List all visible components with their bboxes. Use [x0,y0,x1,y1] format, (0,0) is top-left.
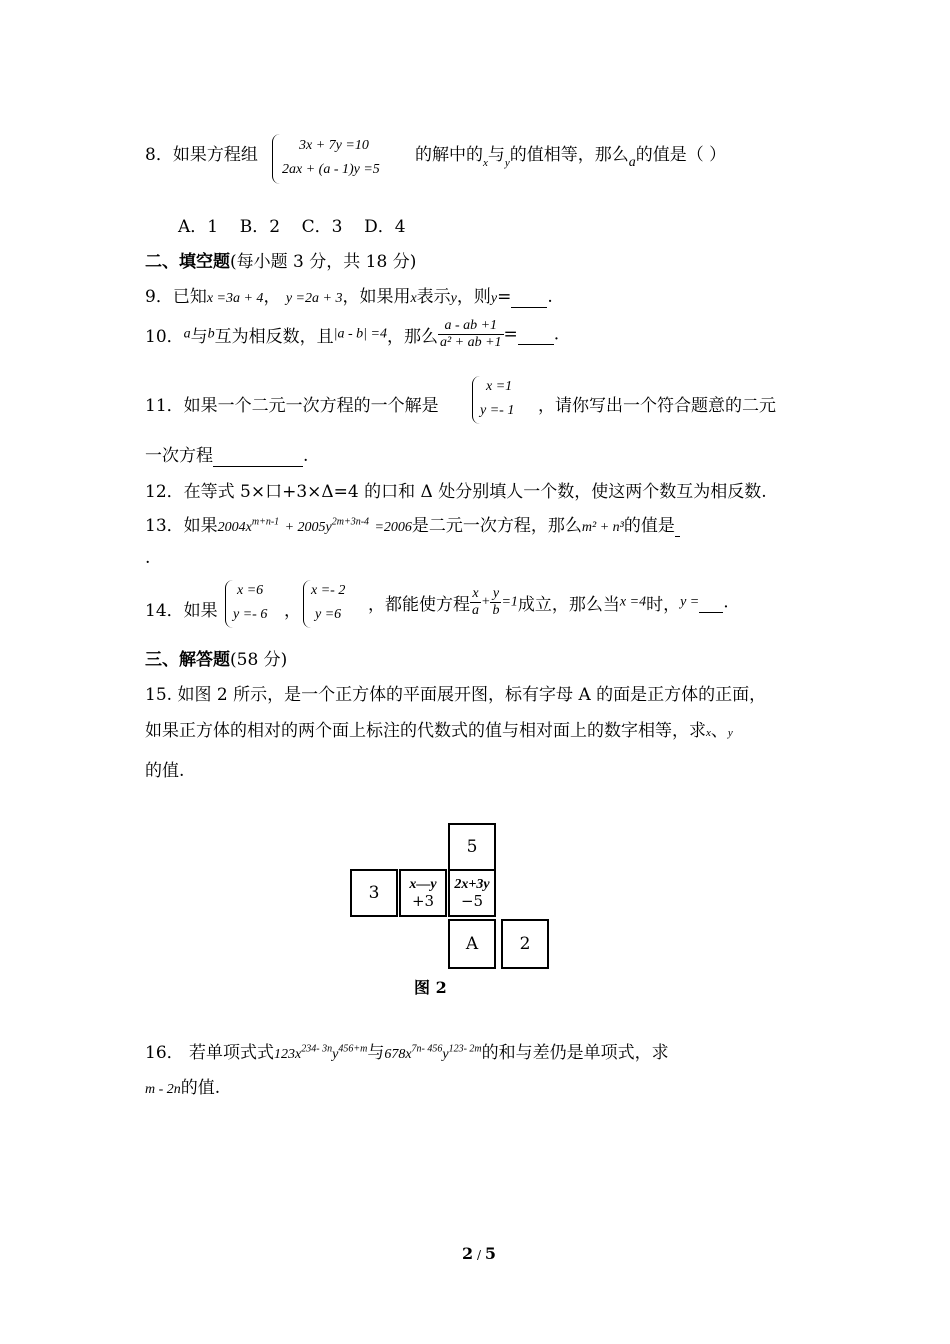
q10-numerator: a - ab +1 [438,318,504,335]
q13-end: 的值是 [623,516,675,536]
q9-mid3: ，则 [456,287,491,307]
q16-exp2: 456+m [338,1043,368,1055]
q12: 12．在等式 5×口+3×Δ=4 的口和 Δ 处分别填人一个数，使这两个数互为相反数. [145,482,767,502]
q13-line1 [145,511,680,537]
q14-answer-blank [699,592,723,613]
q9-vx: x [410,291,417,306]
q9-eq2: y =2a + 3 [285,291,343,306]
q13-line2: . [145,548,151,568]
q8-var-x: x [483,157,488,169]
q14-system1 [225,580,283,630]
q14-plus: + [481,594,491,610]
net-face-top: 5 [448,823,496,871]
q13-prefix: 13．如果 [145,516,218,536]
q15-line2 [145,716,733,741]
q16-exp3: 7n- 456 [411,1043,443,1055]
section3-heading [145,645,287,670]
net-face-right: 2 [501,919,549,969]
q14-fx: x [470,586,481,603]
q16-exp4: 123- 2m [448,1043,482,1055]
q10-and: 与 [190,327,208,347]
section2-title: 二、填空题 [145,252,230,272]
q11-line1 [145,391,439,416]
net-face-left: 3 [350,869,398,917]
q14-eq1: =1 [501,594,518,610]
q9-eqsign: = [497,287,512,307]
q16-line1 [145,1038,669,1063]
q16-term3: 678x [384,1047,412,1062]
q15-vx: x [706,727,711,739]
q11-line2 [145,441,308,467]
q13-exp1: m+n-1 [251,516,280,528]
q14-cond: x =4 [619,594,647,610]
q9-end: . [547,287,553,307]
q14-s1-eq1: x =6 [237,583,264,598]
q9-prefix: 9．已知 [145,287,207,307]
figure-caption: 图 2 [414,978,447,997]
net-face-middle-1 [399,869,447,917]
q13-term1: 2004x [217,520,252,535]
net-face-front: A [448,919,496,969]
section3-title: 三、解答题 [145,650,230,670]
q14-mid: ，都能使方程 [368,595,470,615]
q16-term4: y [442,1047,449,1062]
q15-sep: 、 [710,721,728,741]
page-sep: / [473,1248,485,1262]
q15-line3: 的值. [145,761,185,781]
q8-line1-rest [415,140,726,171]
q14-fb: b [492,603,500,618]
q14-frac-y-b [490,586,501,619]
page-number [462,1244,496,1263]
q13-term2: + 2005y [284,520,332,535]
q16-line2 [145,1073,220,1098]
net-face-middle-1-bottom: +3 [411,892,435,910]
q14-frac-x-a [470,586,481,619]
net-face-middle-1-top: x—y [409,877,437,892]
q8-end: 的值是（ ） [635,145,727,165]
q10-va: a [183,326,191,342]
net-face-middle-2-bottom: −5 [460,892,484,910]
q13-rhs: =2006 [374,520,412,535]
q14-comma: ， [284,601,301,621]
section2-note: (每小题 3 分，共 18 分) [230,252,417,272]
q10-mid: 互为相反数，且 [214,327,334,347]
q15-line1: 15. 如图 2 所示，是一个正方体的平面展开图，标有字母 A 的面是正方体的正面， [145,685,767,705]
q9-eq1: x =3a + 4 [206,291,264,306]
q10-end: . [553,324,560,345]
q13-exp2: 2m+3n-4 [331,516,370,528]
q14-s1-eq2: y =- 6 [233,607,268,622]
q8-var-a: a [628,155,636,170]
q10-prefix: 10． [145,327,184,347]
q14-s2-eq2: y =6 [315,607,342,622]
q10-abs: |a - b| =4 [333,326,387,342]
q14-prefix: 14．如果 [145,601,218,621]
q9-sep: ， [263,287,281,307]
q13-answer-blank [675,516,680,537]
q8-brace [272,134,281,184]
q8-var-y: y [504,157,510,169]
q14-fa: a [472,603,479,618]
section3-note: (58 分) [230,650,288,670]
q11-answer-blank [213,446,303,467]
q11-end: . [303,446,309,466]
q14-end: . [723,592,729,613]
net-face-middle-2 [448,869,496,917]
q10-denominator: a² + ab +1 [439,335,502,350]
q8-and: 与 [487,145,505,165]
q14-vy: y = [680,594,700,610]
q14-mid3: 时， [646,595,681,615]
q11-eq1: x =1 [486,379,513,394]
q16-term2: y [332,1047,339,1062]
q10-vb: b [207,326,215,342]
q11-suffix: ，请你写出一个符合题意的二元 [538,396,776,416]
q8-line1 [145,140,258,165]
q16-and: 与 [367,1043,385,1063]
q9 [145,282,553,308]
q11-system [472,376,534,426]
q16-expr: m - 2n [145,1082,181,1097]
q11-line2-text: 一次方程 [145,446,213,466]
q14-rest [368,586,729,619]
q8-middle: 的解中的 [415,145,483,165]
q8-system [272,134,412,186]
q15-vy: y [727,727,733,739]
q10-fraction [438,318,504,351]
section2-heading [145,247,416,272]
q10-mid2: ，那么 [386,327,438,347]
q10-eqsign: = [503,324,518,345]
q14-fy: y [490,586,501,603]
q16-line2-text: 的值. [180,1078,221,1098]
q8-options: A．1 B．2 C．3 D．4 [178,217,406,237]
q15-line2-text: 如果正方体的相对的两个面上标注的代数式的值与相对面上的数字相等，求 [145,721,706,741]
q14-mid2: 成立，那么当 [517,595,620,615]
q11-prefix: 11．如果一个二元一次方程的一个解是 [145,396,439,416]
q13-expr: m² + n³ [581,520,624,535]
q14-s2-eq1: x =- 2 [311,583,346,598]
q14-system2 [303,580,367,630]
q13-mid: 是二元一次方程，那么 [411,516,582,536]
q9-vy: y [450,291,457,306]
q16-term1: 123x [274,1047,302,1062]
q8-eq2: 2ax + (a - 1)y =5 [282,162,380,177]
q8-prefix: 8．如果方程组 [145,145,258,165]
page-current: 2 [462,1244,474,1263]
q10 [145,318,559,351]
q9-mid2: 表示 [416,287,451,307]
q11-eq2: y =- 1 [480,403,515,418]
q10-answer-blank [518,324,554,345]
page-total: 5 [484,1244,496,1263]
q8-suffix: 的值相等，那么 [509,145,629,165]
q8-eq1: 3x + 7y =10 [299,138,369,153]
q16-exp1: 234- 3n [301,1043,333,1055]
net-face-middle-2-top: 2x+3y [454,877,490,892]
q9-vy2: y [490,291,498,306]
q16-suffix: 的和与差仍是单项式，求 [481,1043,669,1063]
q16-prefix: 16． 若单项式式 [145,1043,275,1063]
q9-answer-blank [511,287,547,308]
q9-mid: ，如果用 [342,287,411,307]
